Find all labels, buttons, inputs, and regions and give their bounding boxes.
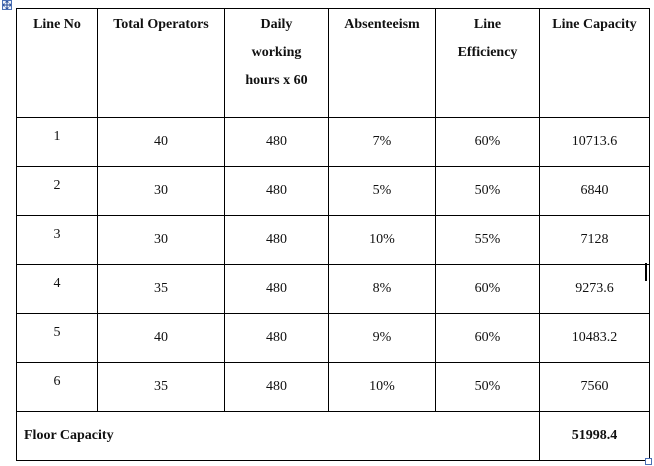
cell-hours: 480 xyxy=(225,363,329,412)
cell-hours: 480 xyxy=(225,314,329,363)
cell-hours: 480 xyxy=(225,265,329,314)
cell-operators: 30 xyxy=(98,167,225,216)
text-cursor xyxy=(645,263,647,281)
floor-capacity-label: Floor Capacity xyxy=(17,412,540,461)
line-capacity-table xyxy=(16,8,650,461)
cell-line-no: 5 xyxy=(17,314,98,363)
cell-efficiency: 50% xyxy=(436,363,540,412)
cell-line-no: 2 xyxy=(17,167,98,216)
cell-operators: 40 xyxy=(98,118,225,167)
cell-efficiency: 55% xyxy=(436,216,540,265)
floor-capacity-row xyxy=(17,412,650,461)
cell-absenteeism: 10% xyxy=(329,363,436,412)
cell-operators: 35 xyxy=(98,265,225,314)
cell-line-no: 3 xyxy=(17,216,98,265)
cell-operators: 40 xyxy=(98,314,225,363)
table-header-row xyxy=(17,9,650,118)
cell-efficiency: 60% xyxy=(436,118,540,167)
header-line-efficiency: Line Efficiency xyxy=(436,9,540,118)
floor-capacity-value: 51998.4 xyxy=(540,412,650,461)
header-absenteeism: Absenteeism xyxy=(329,9,436,118)
cell-hours: 480 xyxy=(225,167,329,216)
cell-capacity: 6840 xyxy=(540,167,650,216)
cell-capacity: 10483.2 xyxy=(540,314,650,363)
cell-absenteeism: 10% xyxy=(329,216,436,265)
cell-capacity: 10713.6 xyxy=(540,118,650,167)
cell-capacity: 9273.6 xyxy=(540,265,650,314)
header-total-operators: Total Operators xyxy=(98,9,225,118)
table-row xyxy=(17,118,650,167)
cell-capacity: 7128 xyxy=(540,216,650,265)
cell-capacity: 7560 xyxy=(540,363,650,412)
header-daily-working-hours: Daily working hours x 60 xyxy=(225,9,329,118)
table-row xyxy=(17,363,650,412)
cell-line-no: 4 xyxy=(17,265,98,314)
cell-operators: 35 xyxy=(98,363,225,412)
cell-absenteeism: 5% xyxy=(329,167,436,216)
table-row xyxy=(17,216,650,265)
cell-hours: 480 xyxy=(225,216,329,265)
cell-efficiency: 50% xyxy=(436,167,540,216)
cell-efficiency: 60% xyxy=(436,265,540,314)
cell-absenteeism: 9% xyxy=(329,314,436,363)
table-row xyxy=(17,314,650,363)
table-row xyxy=(17,167,650,216)
table-move-handle-icon[interactable] xyxy=(2,0,12,10)
cell-operators: 30 xyxy=(98,216,225,265)
cell-hours: 480 xyxy=(225,118,329,167)
cell-absenteeism: 7% xyxy=(329,118,436,167)
table-row xyxy=(17,265,650,314)
cell-efficiency: 60% xyxy=(436,314,540,363)
cell-line-no: 1 xyxy=(17,118,98,167)
cell-absenteeism: 8% xyxy=(329,265,436,314)
table-resize-handle-icon[interactable] xyxy=(645,458,652,465)
header-line-no: Line No xyxy=(17,9,98,118)
cell-line-no: 6 xyxy=(17,363,98,412)
header-line-capacity: Line Capacity xyxy=(540,9,650,118)
